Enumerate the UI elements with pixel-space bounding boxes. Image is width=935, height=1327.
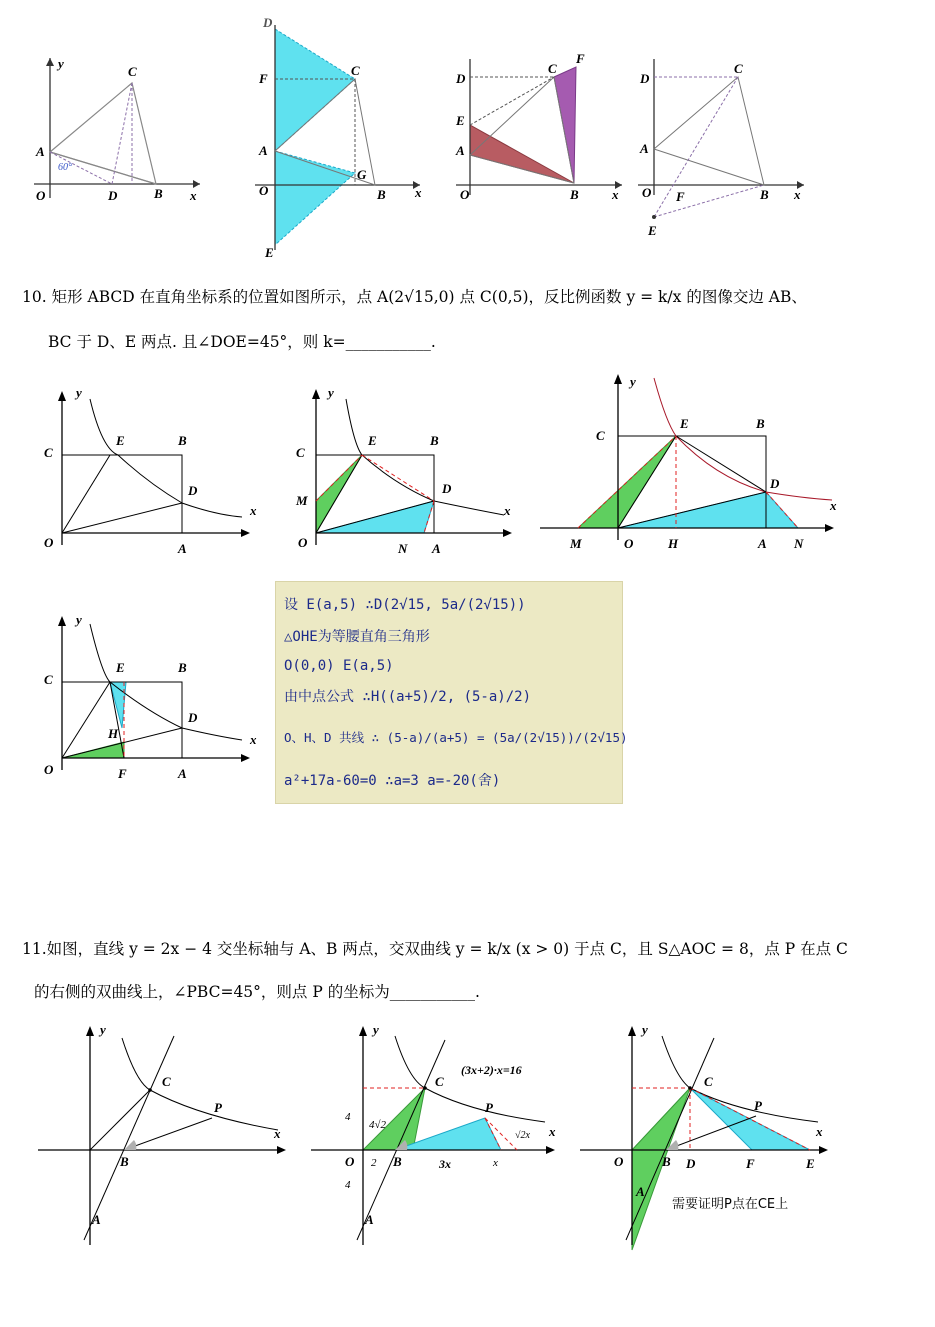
q11f3-o: O (614, 1154, 624, 1169)
q11-figure-2 (305, 1020, 565, 1250)
fig2-b: B (377, 187, 386, 202)
fig4-x: x (794, 187, 801, 202)
fig2-d: D (263, 15, 273, 30)
fig4-a: A (640, 141, 649, 156)
question-10-line-2: BC 于 D、E 两点. 且∠DOE=45°，则 k=___________. (48, 333, 436, 351)
note-line-2: △OHE为等腰直角三角形 (284, 629, 430, 645)
fig4-e: E (648, 223, 657, 238)
fig1-a: A (36, 144, 45, 159)
fig2-e: E (265, 245, 274, 260)
figure-1-triangle-aoc (28, 48, 208, 208)
fig4-o: O (642, 185, 652, 200)
q11f1-x: x (274, 1126, 281, 1141)
q10f2-c: C (296, 445, 305, 460)
fig2-o: O (259, 183, 269, 198)
note-line-6: a²+17a-60=0 ∴a=3 a=-20(舍) (284, 773, 501, 789)
fig4-b: B (760, 187, 769, 202)
question-11-line-2: 的右侧的双曲线上，∠PBC=45°，则点 P 的坐标为___________. (34, 983, 480, 1001)
handwritten-solution-note (275, 581, 628, 804)
q10f2-o: O (298, 535, 308, 550)
q10f3-x: x (830, 498, 837, 513)
note-line-3: O(0,0) E(a,5) (284, 658, 394, 674)
q11f1-y: y (100, 1022, 106, 1037)
fig1-c: C (128, 64, 137, 79)
q10f4-e: E (116, 660, 125, 675)
q11f2-c: C (435, 1074, 444, 1089)
q10f1-b: B (178, 433, 187, 448)
q10f3-d: D (770, 476, 780, 491)
fig4-c: C (734, 61, 743, 76)
q11f2-p: P (485, 1100, 493, 1115)
q10f1-e: E (116, 433, 125, 448)
q11f1-a: A (92, 1212, 101, 1227)
q10f3-m: M (570, 536, 582, 551)
q11-figure-1 (38, 1020, 298, 1250)
fig3-o: O (460, 187, 470, 202)
q11f3-d: D (686, 1156, 696, 1171)
q10-figure-1 (38, 385, 268, 555)
q11f3-e: E (806, 1156, 815, 1171)
q11f3-c: C (704, 1074, 713, 1089)
q10f3-h: H (668, 536, 679, 551)
q10f3-a: A (758, 536, 767, 551)
q10f1-y: y (76, 385, 82, 400)
q10f4-a: A (178, 766, 187, 781)
q10f3-b: B (756, 416, 765, 431)
q10f4-y: y (76, 612, 82, 627)
q11f2-x: x (549, 1124, 556, 1139)
fig4-d: D (640, 71, 650, 86)
question-10-line-1: 10. 矩形 ABCD 在直角坐标系的位置如图所示，点 A(2√15,0) 点 C(0,5)，反比例函数 y = k/x 的图像交边 AB、 (22, 288, 807, 306)
q10f2-x: x (504, 503, 511, 518)
fig3-x: x (612, 187, 619, 202)
q10f2-b: B (430, 433, 439, 448)
q10f4-c: C (44, 672, 53, 687)
q10f2-a: A (432, 541, 441, 556)
q11f2-eq: (3x+2)·x=16 (461, 1063, 522, 1077)
fig1-b: B (154, 186, 163, 201)
note-line-1: 设 E(a,5) ∴D(2√15, 5a/(2√15)) (284, 597, 526, 613)
fig3-e: E (456, 113, 465, 128)
q10f2-m: M (296, 493, 308, 508)
note-line-4: 由中点公式 ∴H((a+5)/2, (5-a)/2) (284, 689, 532, 705)
q10f4-x: x (250, 732, 257, 747)
q10f2-y: y (328, 385, 334, 400)
q10f3-y: y (630, 374, 636, 389)
figure-4-construction (632, 45, 812, 240)
fig3-f: F (576, 51, 585, 66)
q11f1-b: B (120, 1154, 129, 1169)
fig3-d: D (456, 71, 466, 86)
q11f2-4b: 4 (345, 1179, 351, 1191)
q11f2-b: B (393, 1154, 402, 1169)
q10f2-e: E (368, 433, 377, 448)
q10f3-c: C (596, 428, 605, 443)
figure-3-triangles (450, 45, 630, 205)
q10f4-d: D (188, 710, 198, 725)
figure-2-reflections (255, 15, 430, 260)
q11f1-c: C (162, 1074, 171, 1089)
fig2-x: x (415, 185, 422, 200)
q10f4-b: B (178, 660, 187, 675)
q11f2-xlen: x (493, 1157, 498, 1169)
q11f2-a: A (365, 1212, 374, 1227)
q10f1-x: x (250, 503, 257, 518)
q10-figure-4 (38, 610, 268, 785)
fig1-y: y (58, 56, 64, 71)
q10-figure-2 (292, 385, 522, 555)
fig1-d: D (108, 188, 118, 203)
q11f2-42: 4√2 (369, 1119, 387, 1131)
fig4-f: F (676, 189, 685, 204)
q11f2-2: 2 (371, 1157, 377, 1169)
q10f3-o: O (624, 536, 634, 551)
q11f3-a: A (636, 1184, 645, 1199)
q11f2-y: y (373, 1022, 379, 1037)
q10-figure-3 (540, 370, 850, 555)
fig2-g: G (357, 167, 367, 182)
q11f2-o: O (345, 1154, 355, 1169)
q11f2-2x: √2x (515, 1130, 530, 1141)
q11f3-p: P (754, 1098, 762, 1113)
q10f3-n: N (794, 536, 804, 551)
q10f4-o: O (44, 762, 54, 777)
q10f4-h: H (108, 726, 119, 741)
q10f2-n: N (398, 541, 408, 556)
q10f1-o: O (44, 535, 54, 550)
q11f3-y: y (642, 1022, 648, 1037)
fig1-x: x (190, 188, 197, 203)
fig2-a: A (259, 143, 268, 158)
q11f3-x: x (816, 1124, 823, 1139)
q10f1-a: A (178, 541, 187, 556)
q10f4-f: F (118, 766, 127, 781)
q11f3-f: F (746, 1156, 755, 1171)
q10f3-e: E (680, 416, 689, 431)
note-line-5: O、H、D 共线 ∴ (5-a)/(a+5) = (5a/(2√15))/(2√15) (284, 730, 628, 745)
q11f2-4a: 4 (345, 1111, 351, 1123)
q11f1-p: P (214, 1100, 222, 1115)
q11f3-note: 需要证明P点在CE上 (672, 1197, 789, 1212)
fig3-b: B (570, 187, 579, 202)
q11f3-b: B (662, 1154, 671, 1169)
fig1-angle: 60° (58, 162, 72, 173)
fig3-c: C (548, 61, 557, 76)
q10f2-d: D (442, 481, 452, 496)
q11-figure-3 (580, 1020, 850, 1250)
fig1-o: O (36, 188, 46, 203)
fig2-f: F (259, 71, 268, 86)
fig2-c: C (351, 63, 360, 78)
fig3-a: A (456, 143, 465, 158)
question-11-line-1: 11.如图，直线 y = 2x − 4 交坐标轴与 A、B 两点，交双曲线 y = k/x (x > 0) 于点 C，且 S△AOC = 8，点 P 在点 C (22, 940, 848, 958)
q11f2-3x: 3x (439, 1157, 451, 1171)
q10f1-c: C (44, 445, 53, 460)
q10f1-d: D (188, 483, 198, 498)
